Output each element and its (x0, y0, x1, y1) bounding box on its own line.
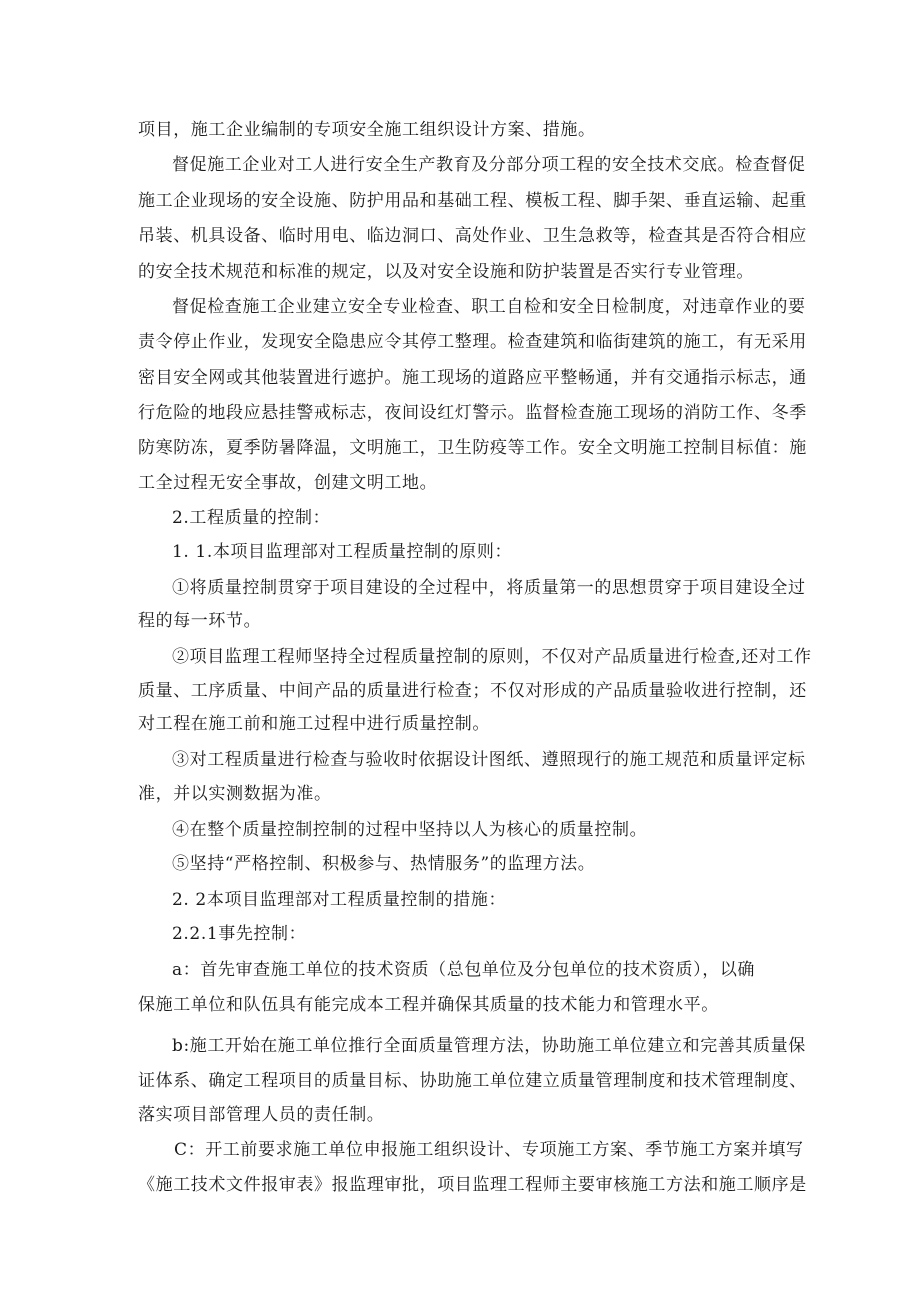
section-heading: 2.工程质量的控制： (172, 508, 331, 528)
list-item: ①将质量控制贯穿于项目建设的全过程中，将质量第一的思想贯穿于项目建设全过 (172, 578, 806, 598)
text-line: 施工企业现场的安全设施、防护用品和基础工程、模板工程、脚手架、垂直运输、起重 (138, 191, 807, 211)
text-line: 工全过程无安全事故，创建文明工地。 (138, 473, 438, 493)
text-line: 对工程在施工前和施工过程中进行质量控制。 (138, 714, 490, 734)
paragraph-start: 督促施工企业对工人进行安全生产教育及分部分项工程的安全技术交底。检查督促 (172, 155, 806, 175)
subsection-heading: 1. 1.本项目监理部对工程质量控制的原则： (172, 542, 513, 562)
list-item: a：首先审查施工单位的技术资质（总包单位及分包单位的技术资质），以确 (172, 960, 756, 980)
text-line: 保施工单位和队伍具有能完成本工程并确保其质量的技术能力和管理水平。 (138, 995, 719, 1015)
text-line: 防寒防冻，夏季防暑降温，文明施工，卫生防疫等工作。安全文明施工控制目标值：施 (138, 438, 807, 458)
text-line: 落实项目部管理人员的责任制。 (138, 1105, 385, 1125)
list-item: b:施工开始在施工单位推行全面质量管理方法，协助施工单位建立和完善其质量保 (172, 1036, 806, 1056)
list-item: ④在整个质量控制控制的过程中坚持以人为核心的质量控制。 (172, 820, 648, 840)
list-item: ⑤坚持“严格控制、积极参与、热情服务”的监理方法。 (172, 854, 596, 874)
text-line: 的安全技术规范和标准的规定，以及对安全设施和防护装置是否实行专业管理。 (138, 262, 754, 282)
text-line: 程的每一环节。 (138, 611, 262, 631)
text-line: 项目，施工企业编制的专项安全施工组织设计方案、措施。 (138, 120, 596, 140)
text-line: 证体系、确定工程项目的质量目标、协助施工单位建立质量管理制度和技术管理制度、 (138, 1071, 807, 1091)
subsection-heading: 2. 2本项目监理部对工程质量控制的措施： (172, 890, 507, 910)
list-item: ③对工程质量进行检查与验收时依据设计图纸、遵照现行的施工规范和质量评定标 (172, 750, 806, 770)
text-line: 责令停止作业，发现安全隐患应令其停工整理。检查建筑和临街建筑的施工，有无采用 (138, 332, 807, 352)
text-line: 准，并以实测数据为准。 (138, 784, 332, 804)
paragraph-start: 督促检查施工企业建立安全专业检查、职工自检和安全日检制度，对违章作业的要 (172, 297, 806, 317)
text-line: 《施工技术文件报审表》报监理审批，项目监理工程师主要审核施工方法和施工顺序是 (138, 1175, 807, 1195)
text-line: 行危险的地段应悬挂警戒标志，夜间设红灯警示。监督检查施工现场的消防工作、冬季 (138, 403, 807, 423)
list-item: C：开工前要求施工单位申报施工组织设计、专项施工方案、季节施工方案并填写 (174, 1140, 804, 1160)
list-item: ②项目监理工程师坚持全过程质量控制的原则，不仅对产品质量进行检查,还对工作 (172, 647, 812, 667)
text-line: 吊装、机具设备、临时用电、临边洞口、高处作业、卫生急救等，检查其是否符合相应 (138, 226, 807, 246)
text-line: 质量、工序质量、中间产品的质量进行检查；不仅对形成的产品质量验收进行控制，还 (138, 681, 807, 701)
subsection-heading: 2.2.1事先控制： (172, 924, 307, 944)
text-line: 密目安全网或其他装置进行遮护。施工现场的道路应平整畅通，并有交通指示标志，通 (138, 368, 807, 388)
